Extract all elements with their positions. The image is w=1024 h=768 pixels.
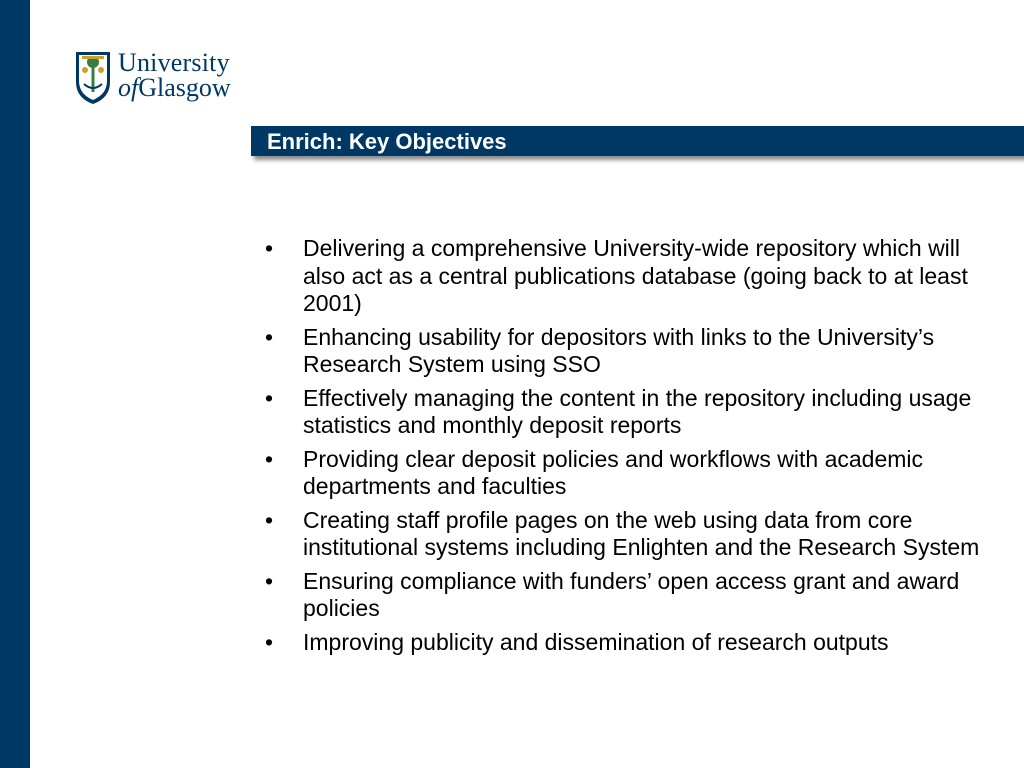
bullet-icon: • bbox=[265, 445, 274, 472]
bullet-icon: • bbox=[265, 628, 274, 655]
list-item-text: Delivering a comprehensive University-wide repository which will also act as a central publications database (going back to at least 2001) bbox=[303, 235, 968, 316]
title-bar bbox=[251, 126, 1024, 156]
bullet-icon: • bbox=[265, 235, 274, 261]
list-item-text: Creating staff profile pages on the web using data from core institutional systems including Enlighten and the Research System bbox=[303, 506, 980, 560]
list-item bbox=[262, 568, 982, 623]
university-logo bbox=[74, 48, 254, 108]
objectives-list bbox=[262, 235, 982, 662]
list-item-text: Ensuring compliance with funders’ open access grant and award policies bbox=[303, 567, 960, 621]
list-item-text: Providing clear deposit policies and workflows with academic departments and faculties bbox=[303, 445, 924, 499]
wordmark-university: University bbox=[118, 48, 230, 77]
university-wordmark bbox=[118, 50, 231, 100]
list-item-text: Enhancing usability for depositors with links to the University’s Research System using SSO bbox=[303, 323, 935, 377]
list-item bbox=[262, 235, 982, 318]
wordmark-glasgow: Glasgow bbox=[138, 73, 231, 102]
slide-title: Enrich: Key Objectives bbox=[267, 129, 507, 154]
list-item-text: Improving publicity and dissemination of research outputs bbox=[303, 628, 889, 655]
list-item bbox=[262, 324, 982, 379]
wordmark-of: of bbox=[118, 73, 139, 102]
left-accent-bar bbox=[0, 0, 30, 768]
bullet-icon: • bbox=[265, 323, 274, 350]
wordmark-of-glasgow bbox=[118, 75, 231, 100]
bullet-icon: • bbox=[265, 384, 274, 411]
list-item bbox=[262, 507, 982, 562]
list-item bbox=[262, 629, 982, 657]
bullet-icon: • bbox=[265, 567, 274, 594]
list-item bbox=[262, 385, 982, 440]
list-item bbox=[262, 446, 982, 501]
university-crest-icon bbox=[74, 48, 112, 106]
bullet-icon: • bbox=[265, 506, 274, 533]
list-item-text: Effectively managing the content in the repository including usage statistics and monthly deposit reports bbox=[303, 384, 972, 438]
